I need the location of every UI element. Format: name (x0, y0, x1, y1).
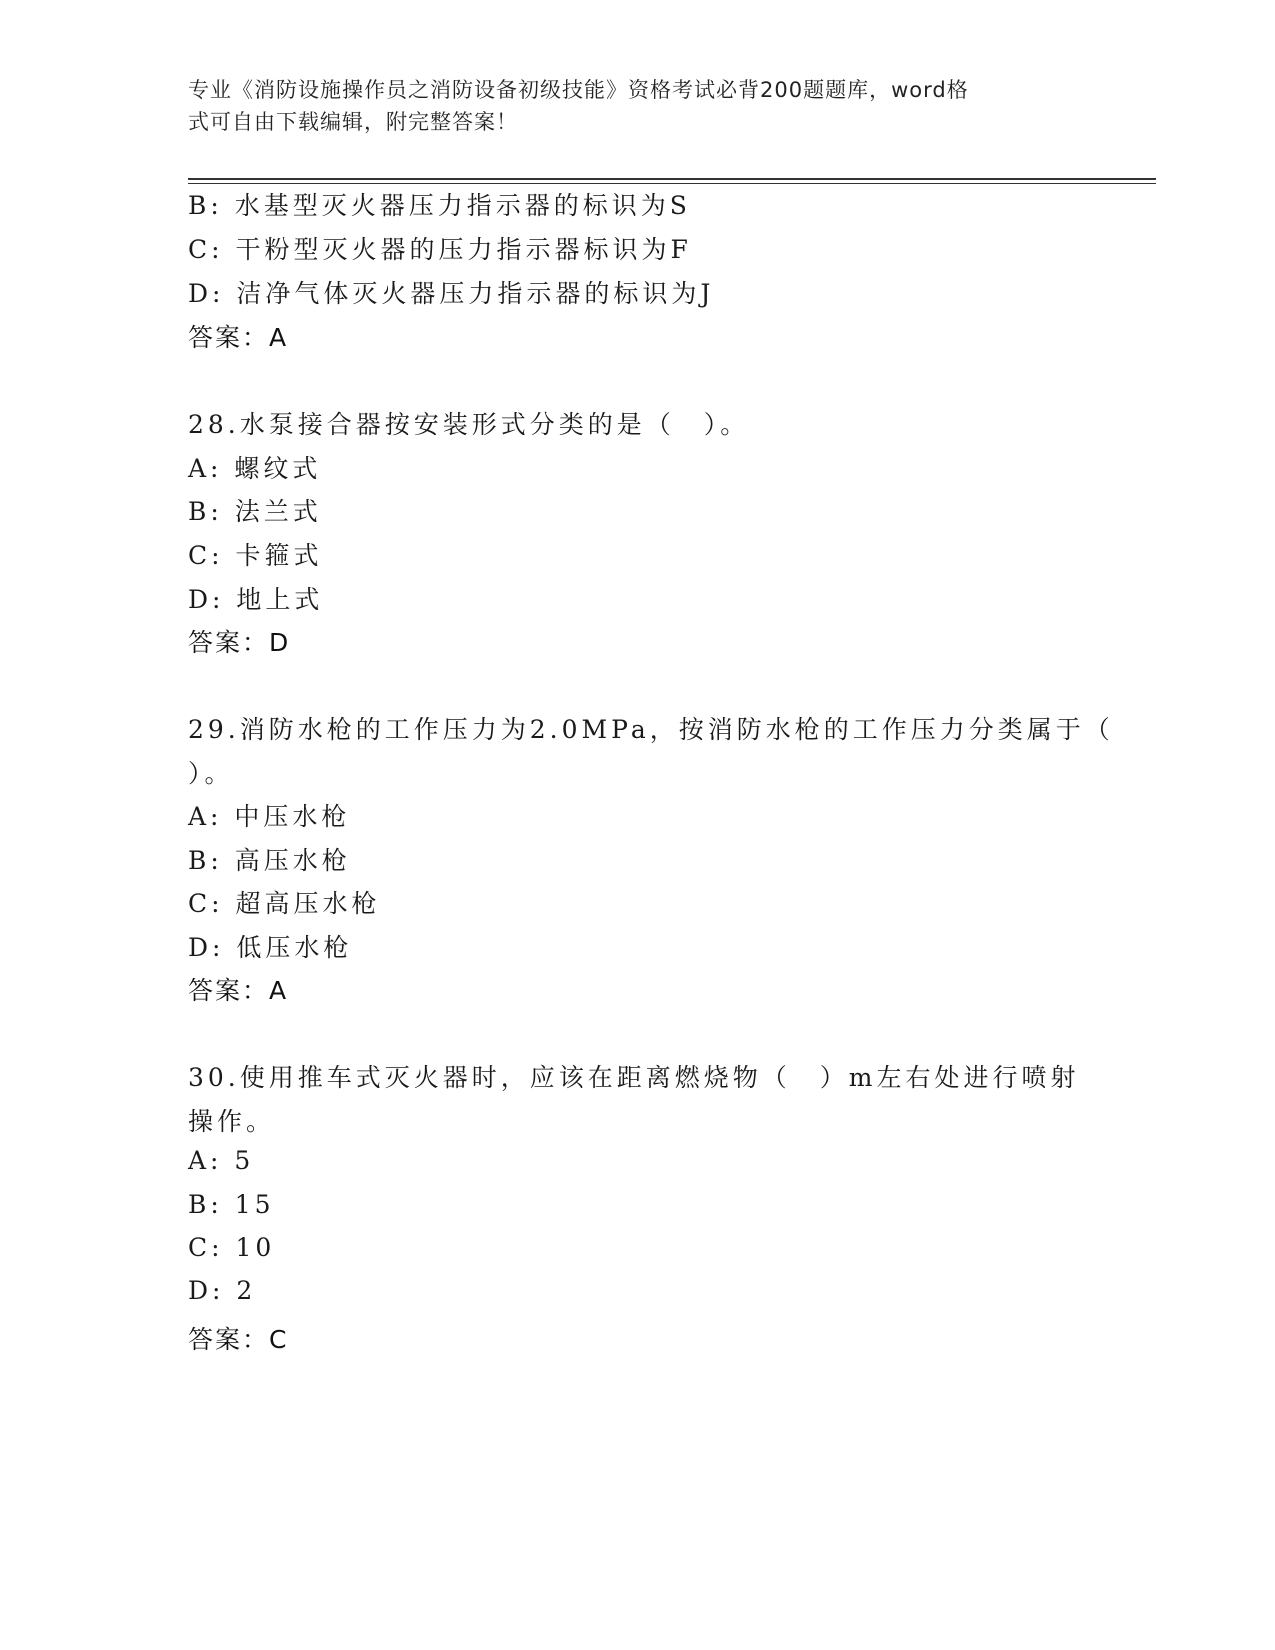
header-line-1: 专业《消防设施操作员之消防设备初级技能》资格考试必背200题题库，word格 (188, 78, 969, 102)
q28-option-a: A: 螺纹式 (188, 454, 322, 483)
q30-option-a: A: 5 (188, 1146, 255, 1175)
q28-option-c: C: 卡箍式 (188, 541, 323, 570)
q30-stem-line-1: 30.使用推车式灭火器时，应该在距离燃烧物（ ）m左右处进行喷射 (188, 1063, 1080, 1092)
q28-option-d: D: 地上式 (188, 585, 324, 614)
q27-option-d: D: 洁净气体灭火器压力指示器的标识为J (188, 279, 715, 308)
q28-answer: 答案：D (188, 628, 291, 657)
q29-option-b: B: 高压水枪 (188, 846, 351, 875)
document-header (188, 74, 1068, 138)
q27-answer: 答案：A (188, 323, 289, 352)
q29-option-c: C: 超高压水枪 (188, 889, 381, 918)
q29-stem-line-1: 29.消防水枪的工作压力为2.0MPa，按消防水枪的工作压力分类属于（ (188, 715, 1114, 744)
q29-option-d: D: 低压水枪 (188, 933, 353, 962)
header-divider-thick (188, 178, 1156, 180)
q29-stem-line-2: ）。 (188, 759, 234, 788)
q29-option-a: A: 中压水枪 (188, 802, 351, 831)
q30-stem-line-2: 操作。 (188, 1107, 276, 1136)
q30-answer: 答案：C (188, 1325, 289, 1354)
q29-answer: 答案：A (188, 976, 289, 1005)
q28-option-b: B: 法兰式 (188, 497, 322, 526)
header-divider-thin (188, 183, 1156, 184)
q30-option-c: C: 10 (188, 1233, 276, 1262)
header-line-2: 式可自由下载编辑，附完整答案！ (188, 110, 518, 134)
q27-option-b: B: 水基型灭火器压力指示器的标识为S (188, 191, 691, 220)
q27-option-c: C: 干粉型灭火器的压力指示器标识为F (188, 235, 692, 264)
q30-option-d: D: 2 (188, 1276, 257, 1305)
q30-option-b: B: 15 (188, 1190, 275, 1219)
q28-stem: 28.水泵接合器按安装形式分类的是（ ）。 (188, 410, 750, 439)
